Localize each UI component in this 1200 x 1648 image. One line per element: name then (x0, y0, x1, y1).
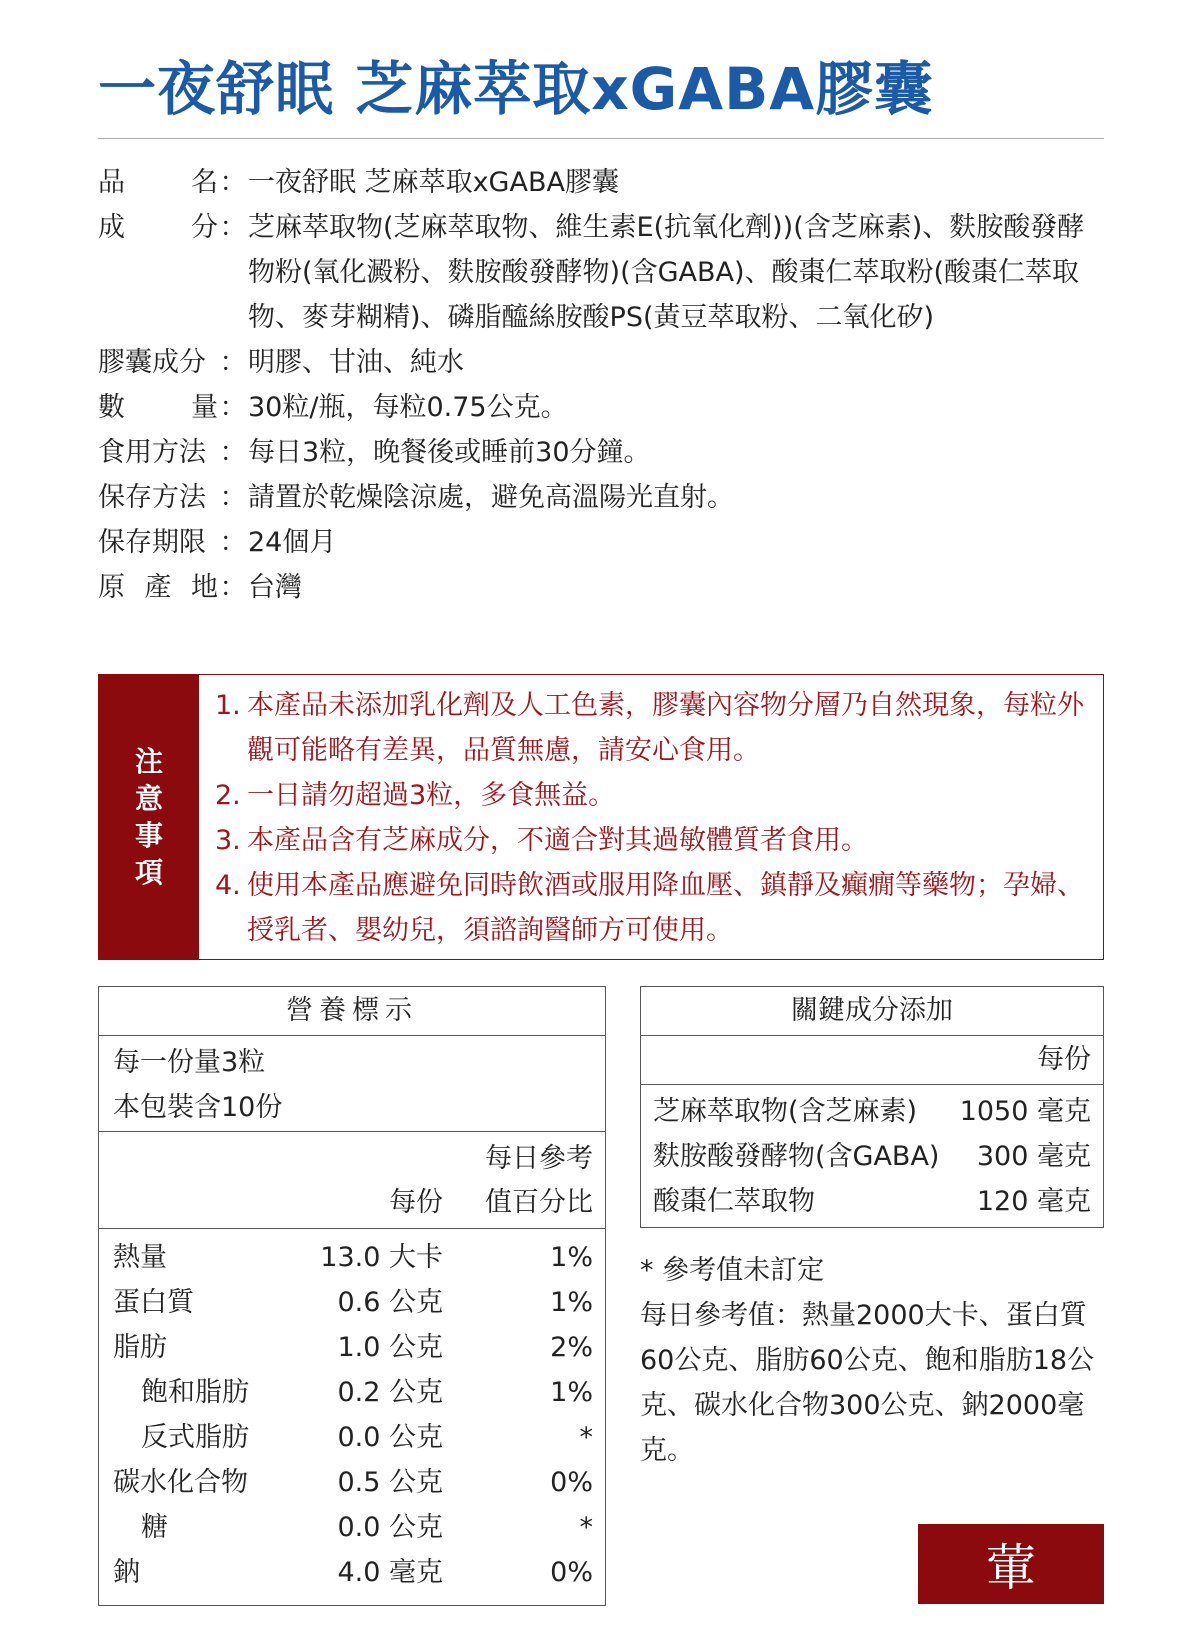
nutrient-value: 0.5 公克 (337, 1467, 443, 1498)
nutrient-percent: 0% (550, 1557, 593, 1588)
nutrient-percent: 1% (550, 1287, 593, 1318)
nutrition-title: 營養標示 (99, 987, 605, 1036)
serving-size: 每一份量3粒 (113, 1047, 266, 1078)
spec-label: 膠囊成分 (98, 347, 206, 378)
ingredient-amount: 1050 毫克 (959, 1096, 1091, 1127)
nutrient-percent: 1% (550, 1377, 593, 1408)
key-ingredients-title: 關鍵成分添加 (641, 987, 1103, 1036)
nutrient-value: 0.0 公克 (337, 1512, 443, 1543)
table-row (99, 1325, 605, 1370)
spec-label-char: 名 (191, 167, 218, 198)
serving-info (99, 1036, 605, 1132)
nutrition-rows (99, 1229, 605, 1595)
notice-box (98, 674, 1104, 960)
notice-item (215, 863, 1095, 953)
notice-text: 一日請勿超過3粒，多食無益。 (247, 780, 616, 811)
nutrient-percent: * (579, 1422, 593, 1453)
diet-type-badge: 葷 (918, 1524, 1104, 1604)
spec-value: 明膠、甘油、純水 (248, 347, 464, 378)
table-row (641, 1089, 1103, 1134)
notice-text: 本產品未添加乳化劑及人工色素，膠囊內容物分層乃自然現象，每粒外觀可能略有差異，品質無慮，請安心食用。 (247, 690, 1084, 766)
notice-text: 本產品含有芝麻成分，不適合對其過敏體質者食用。 (247, 825, 868, 856)
title-divider (98, 138, 1104, 139)
spec-label: 保存方法 (98, 482, 206, 513)
table-row (99, 1370, 605, 1415)
spec-row-origin (98, 565, 1108, 610)
nutrient-name: 蛋白質 (113, 1287, 194, 1318)
table-row (99, 1235, 605, 1280)
footnote: * 參考值未訂定 (640, 1255, 825, 1286)
spec-label-char: 地 (191, 572, 218, 603)
notice-list (215, 683, 1095, 953)
notice-item (215, 683, 1095, 773)
nutrient-value: 4.0 毫克 (337, 1557, 443, 1588)
notice-label-char: 注 (134, 745, 163, 778)
reference-note (640, 1248, 1100, 1473)
spec-value: 30粒/瓶，每粒0.75公克。 (248, 392, 568, 423)
page-title: 一夜舒眠 芝麻萃取xGABA膠囊 (98, 55, 934, 123)
ingredient-name: 酸棗仁萃取物 (653, 1186, 815, 1217)
table-row (99, 1505, 605, 1550)
notice-label-char: 項 (134, 856, 163, 889)
nutrient-value: 0.2 公克 (337, 1377, 443, 1408)
table-row (99, 1460, 605, 1505)
spec-value: 台灣 (248, 572, 302, 603)
spec-row-quantity (98, 385, 1108, 430)
spec-label-char: 分 (191, 212, 218, 243)
spec-label: 保存期限 (98, 527, 206, 558)
nutrient-name: 碳水化合物 (113, 1467, 248, 1498)
spec-label-char: 產 (144, 572, 172, 603)
nutrient-value: 0.0 公克 (337, 1422, 443, 1453)
daily-reference-values: 每日參考值：熱量2000大卡、蛋白質60公克、脂肪60公克、飽和脂肪18公克、碳水化合物300公克、鈉2000毫克。 (640, 1300, 1095, 1466)
col-daily-value-line2: 值百分比 (485, 1187, 593, 1218)
ingredient-amount: 120 毫克 (976, 1186, 1091, 1217)
spec-value: 每日3粒，晚餐後或睡前30分鐘。 (248, 437, 651, 468)
spec-colon: ： (219, 167, 247, 198)
nutrient-value: 0.6 公克 (337, 1287, 443, 1318)
spec-row-name (98, 160, 1108, 205)
spec-label (98, 205, 218, 340)
table-row (641, 1179, 1103, 1224)
spec-value: 請置於乾燥陰涼處，避免高溫陽光直射。 (248, 482, 734, 513)
servings-per-package: 本包裝含10份 (113, 1092, 283, 1123)
spec-row-storage (98, 475, 1108, 520)
notice-number: 4. (215, 870, 241, 901)
col-daily-value-line1: 每日參考 (485, 1143, 593, 1174)
spec-label: 食用方法 (98, 437, 206, 468)
nutrient-percent: 2% (550, 1332, 593, 1363)
table-row (641, 1134, 1103, 1179)
spec-label (98, 565, 218, 610)
nutrient-value: 13.0 大卡 (320, 1242, 443, 1273)
spec-label-char: 量 (191, 392, 218, 423)
spec-label-char: 原 (98, 572, 125, 603)
spec-row-capsule (98, 340, 1108, 385)
spec-label (98, 160, 218, 205)
nutrition-column-headers (99, 1132, 605, 1229)
nutrient-name: 鈉 (113, 1557, 140, 1588)
spec-label-char: 數 (98, 392, 125, 423)
notice-label-char: 事 (134, 819, 163, 852)
spec-colon: ： (219, 572, 247, 603)
spec-label-char: 成 (98, 212, 125, 243)
table-row (99, 1280, 605, 1325)
spec-row-shelf-life (98, 520, 1108, 565)
key-per-serving: 每份 (641, 1036, 1103, 1085)
spec-value: 一夜舒眠 芝麻萃取xGABA膠囊 (248, 167, 619, 198)
notice-item (215, 773, 1095, 818)
notice-number: 1. (215, 690, 241, 721)
notice-label-char: 意 (134, 782, 163, 815)
notice-item (215, 818, 1095, 863)
spec-value: 24個月 (248, 527, 337, 558)
ingredient-name: 麩胺酸發酵物(含GABA) (653, 1141, 940, 1172)
spec-label (98, 385, 218, 430)
spec-value: 芝麻萃取物(芝麻萃取物、維生素E(抗氧化劑))(含芝麻素)、麩胺酸發酵物粉(氧化澱粉、麩胺酸發酵物)(含GABA)、酸棗仁萃取粉(酸棗仁萃取物、麥芽糊精)、磷脂醯絲胺酸PS(黃豆萃取粉、二氧化矽) (248, 212, 1085, 333)
nutrient-name: 熱量 (113, 1242, 167, 1273)
notice-label (99, 675, 199, 959)
spec-label-char: 品 (98, 167, 125, 198)
col-per-serving: 每份 (389, 1187, 443, 1218)
key-ingredient-rows (641, 1085, 1103, 1224)
ingredient-name: 芝麻萃取物(含芝麻素) (653, 1096, 918, 1127)
nutrient-value: 1.0 公克 (337, 1332, 443, 1363)
notice-number: 3. (215, 825, 241, 856)
nutrient-name: 飽和脂肪 (141, 1377, 249, 1408)
spec-colon: ： (219, 212, 247, 243)
nutrient-name: 脂肪 (113, 1332, 167, 1363)
spec-colon: ： (219, 347, 247, 378)
nutrient-percent: * (579, 1512, 593, 1543)
nutrient-percent: 0% (550, 1467, 593, 1498)
notice-number: 2. (215, 780, 241, 811)
spec-colon: ： (219, 527, 247, 558)
nutrient-name: 反式脂肪 (141, 1422, 249, 1453)
nutrient-percent: 1% (550, 1242, 593, 1273)
product-specs (98, 160, 1108, 610)
spec-colon: ： (219, 392, 247, 423)
table-row (99, 1550, 605, 1595)
ingredient-amount: 300 毫克 (976, 1141, 1091, 1172)
nutrition-table (98, 986, 606, 1606)
key-ingredients-table (640, 986, 1104, 1228)
notice-text: 使用本產品應避免同時飲酒或服用降血壓、鎮靜及癲癇等藥物；孕婦、授乳者、嬰幼兒，須諮詢醫師方可使用。 (247, 870, 1084, 946)
table-row (99, 1415, 605, 1460)
spec-row-ingredients (98, 205, 1108, 340)
spec-colon: ： (219, 482, 247, 513)
nutrient-name: 糖 (141, 1512, 168, 1543)
spec-colon: ： (219, 437, 247, 468)
spec-row-usage (98, 430, 1108, 475)
